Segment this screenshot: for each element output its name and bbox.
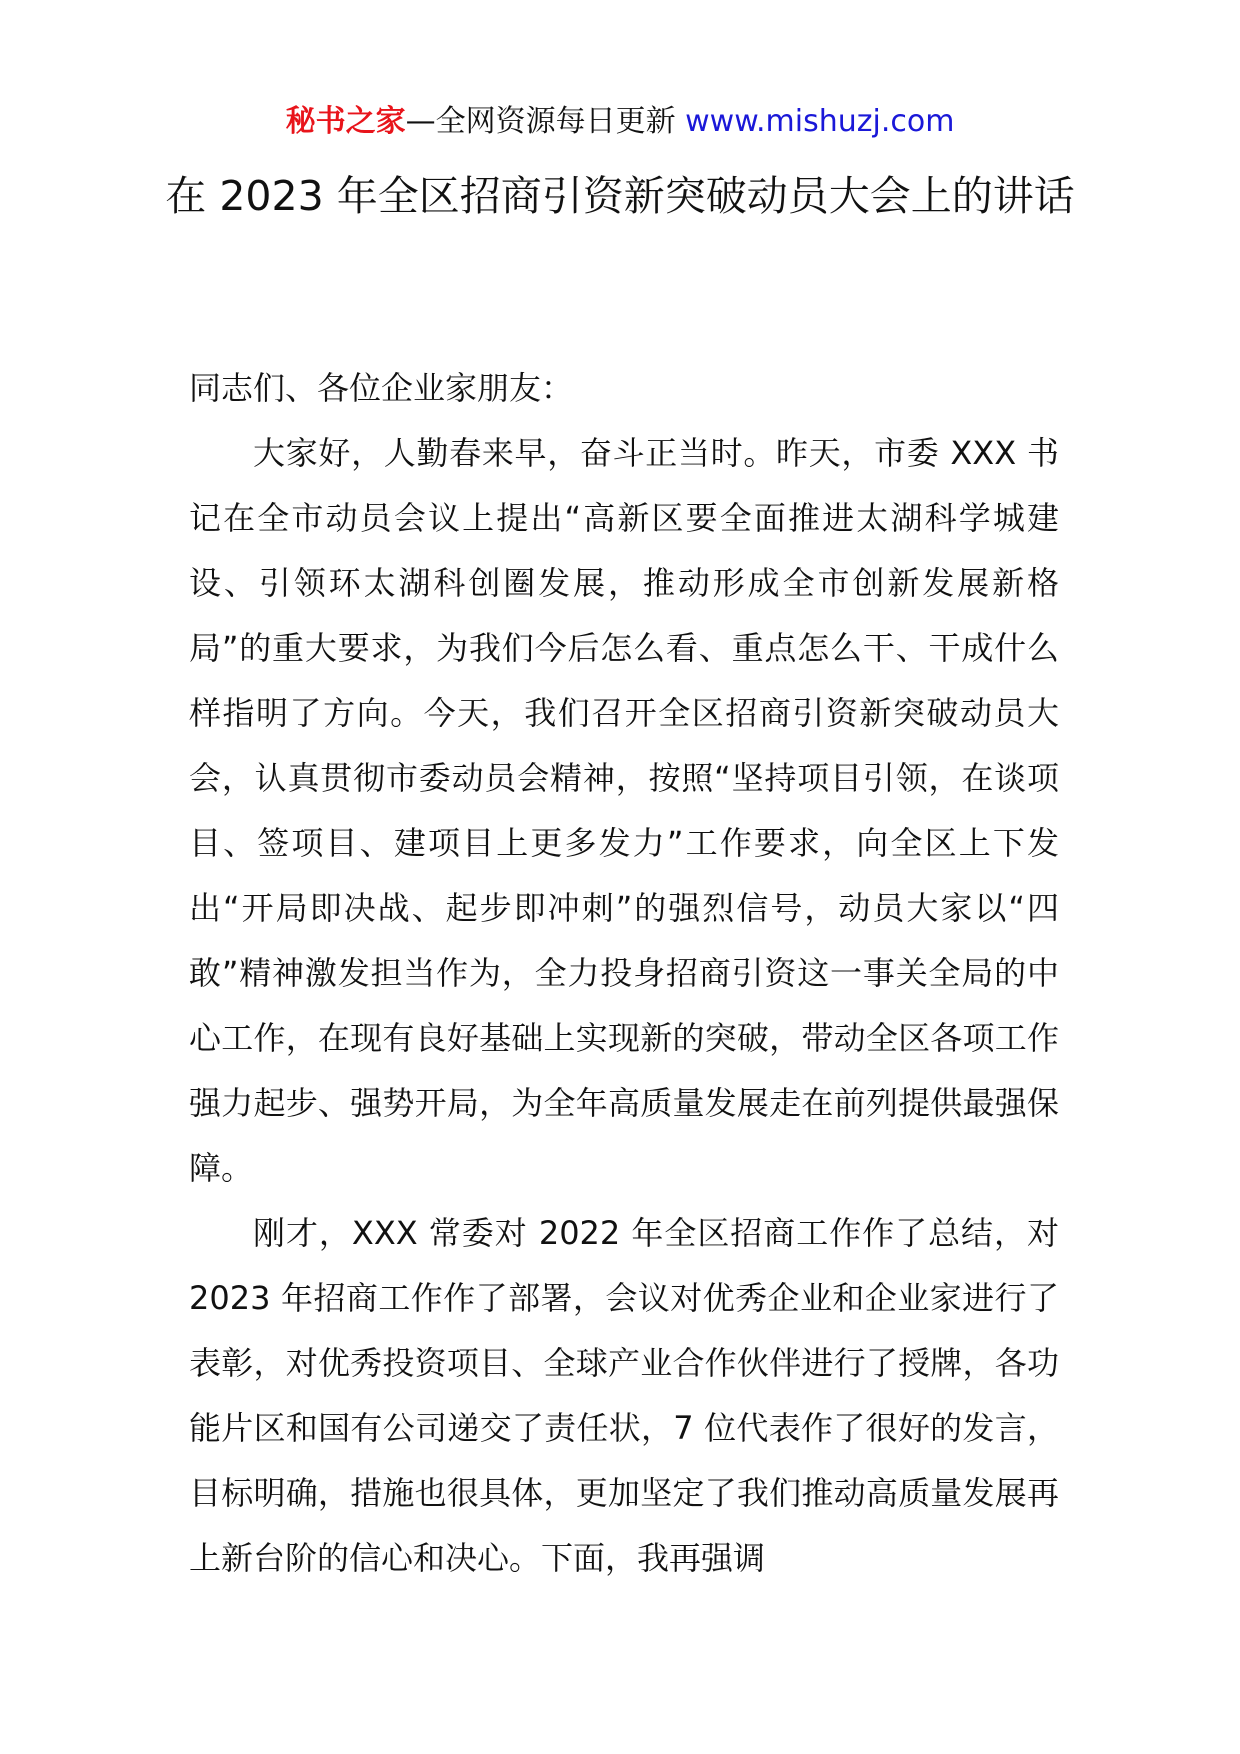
body-paragraph: 刚才，XXX 常委对 2022 年全区招商工作作了总结，对 2023 年招商工作作了部署，会议对优秀企业和企业家进行了表彰，对优秀投资项目、全球产业合作伙伴进行了授牌，各功能片区和国有公司递交了责任状，7 位代表作了很好的发言，目标明确，措施也很具体，更加坚定了我们推动高质量发展再上新台阶的信心和决心。下面，我再强调 — [189, 1214, 1059, 1577]
site-header — [0, 100, 1240, 144]
site-tagline: —全网资源每日更新 — [405, 104, 686, 139]
document-title: 在 2023 年全区招商引资新突破动员大会上的讲话 — [165, 172, 1075, 220]
body-paragraph: 大家好，人勤春来早，奋斗正当时。昨天，市委 XXX 书记在全市动员会议上提出“高新区要全面推进太湖科学城建设、引领环太湖科创圈发展，推动形成全市创新发展新格局”的重大要求，为我们今后怎么看、重点怎么干、干成什么样指明了方向。今天，我们召开全区招商引资新突破动员大会，认真贯彻市委动员会精神，按照“坚持项目引领，在谈项目、签项目、建项目上更多发力”工作要求，向全区上下发出“开局即决战、起步即冲刺”的强烈信号，动员大家以“四敢”精神激发担当作为，全力投身招商引资这一事关全局的中心工作，在现有良好基础上实现新的突破，带动全区各项工作强力起步、强势开局，为全年高质量发展走在前列提供最强保障。 — [189, 434, 1059, 1187]
salutation: 同志们、各位企业家朋友： — [189, 369, 574, 407]
site-brand: 秘书之家 — [285, 104, 406, 139]
site-url-link[interactable]: www.mishuzj.com — [685, 104, 955, 139]
document-body — [189, 356, 1059, 1591]
